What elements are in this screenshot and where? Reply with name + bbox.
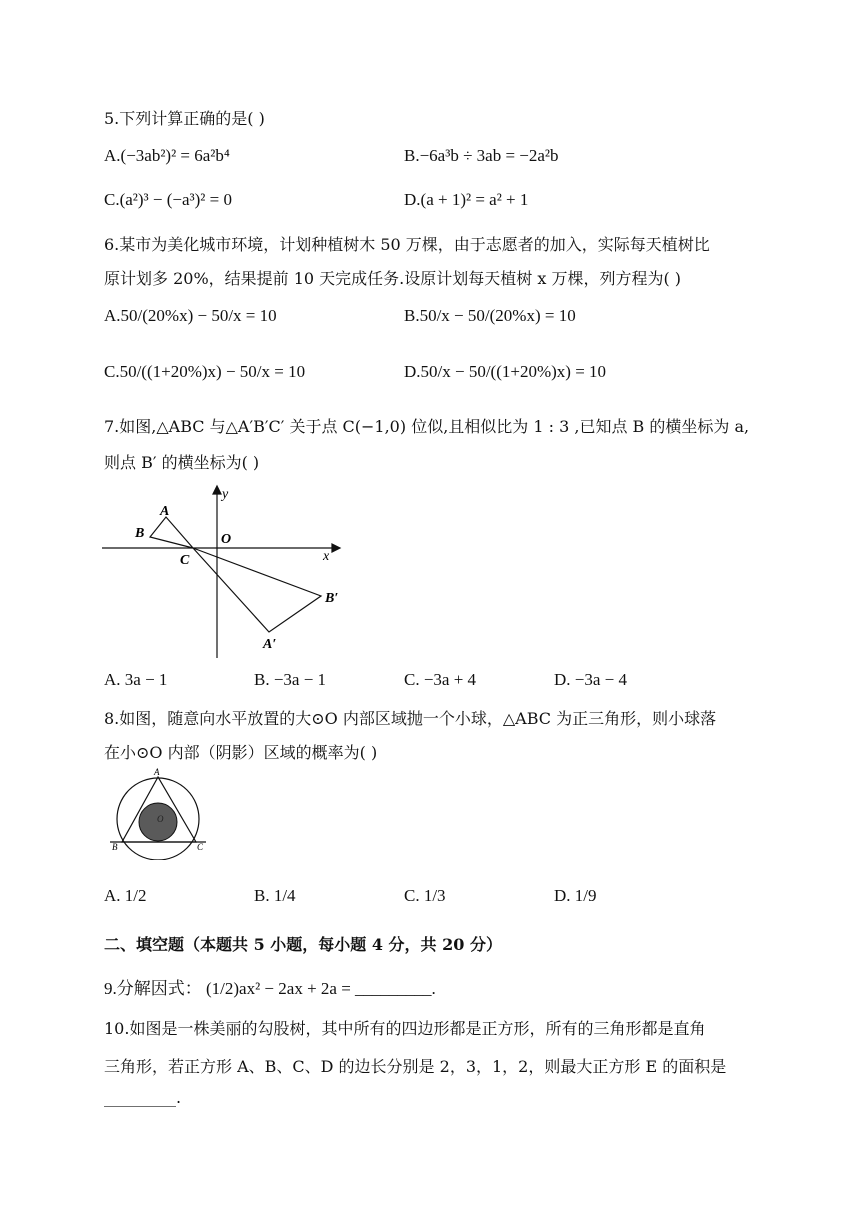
label-b: B [112,842,118,852]
q5-option-c: C.(a²)³ − (−a³)² = 0 [104,190,232,209]
label-x: x [323,549,330,564]
x-arrow [332,544,340,552]
q8-option-c: C. 1/3 [404,886,446,905]
q10-line2: 三角形，若正方形 A、B、C、D 的边长分别是 2，3，1，2，则最大正方形 E 的面积是 [104,1057,727,1076]
q6-stem-line1: 6.某市为美化城市环境，计划种植树木 50 万棵，由于志愿者的加入，实际每天植树比 [104,235,710,254]
label-aprime: A′ [263,637,277,652]
q7-option-c: C. −3a + 4 [404,670,477,689]
q7-figure [100,480,350,660]
q5-option-d: D.(a + 1)² = a² + 1 [404,190,529,209]
q10-line3: _________. [104,1088,182,1107]
label-bprime: B′ [325,591,339,606]
q7-option-a: A. 3a − 1 [104,670,168,689]
q6-option-d: D.50/x − 50/((1+20%)x) = 10 [404,362,607,381]
q6-option-c: C.50/((1+20%)x) − 50/x = 10 [104,362,306,381]
label-c: C [180,553,190,568]
q8-figure [100,764,220,860]
label-a: A [160,504,170,519]
q7-option-d: D. −3a − 4 [554,670,627,689]
q10-line1: 10.如图是一株美丽的勾股树，其中所有的四边形都是正方形，所有的三角形都是直角 [104,1019,706,1038]
q5-option-a: A.(−3ab²)² = 6a²b⁴ [104,146,230,165]
triangle-apbpcp [193,548,321,632]
q7-stem-line2: 则点 B′ 的横坐标为( ) [104,453,260,472]
q8-option-b: B. 1/4 [254,886,296,905]
q5-stem: 5.下列计算正确的是( ) [104,109,265,128]
q6-option-a: A.50/(20%x) − 50/x = 10 [104,306,277,325]
q5-option-b: B.−6a³b ÷ 3ab = −2a²b [404,146,559,165]
q8-option-a: A. 1/2 [104,886,147,905]
q7-option-b: B. −3a − 1 [254,670,327,689]
q8-stem-line1: 8.如图，随意向水平放置的大⊙O 内部区域抛一个小球，△ABC 为正三角形，则小球落 [104,709,717,728]
label-y: y [222,487,229,502]
label-o: O [157,814,164,824]
q6-stem-line2: 原计划多 20%，结果提前 10 天完成任务.设原计划每天植树 x 万棵，列方程为( ) [104,269,682,288]
label-c: C [197,842,204,852]
q8-stem-line2: 在小⊙O 内部（阴影）区域的概率为( ) [104,743,378,762]
y-arrow [213,486,221,494]
label-a: A [154,767,160,777]
q7-stem-line1: 7.如图,△ABC 与△A′B′C′ 关于点 C(−1,0) 位似,且相似比为 1 : 3 ,已知点 B 的横坐标为 a, [104,417,750,436]
q6-option-b: B.50/x − 50/(20%x) = 10 [404,306,576,325]
label-b: B [135,526,145,541]
section-heading: 二、填空题（本题共 5 小题，每小题 4 分，共 20 分） [104,935,502,954]
triangle-abc [150,517,193,548]
label-o: O [221,532,232,547]
q8-option-d: D. 1/9 [554,886,597,905]
q9-text: 9.分解因式： (1/2)ax² − 2ax + 2a = _________. [104,979,436,998]
